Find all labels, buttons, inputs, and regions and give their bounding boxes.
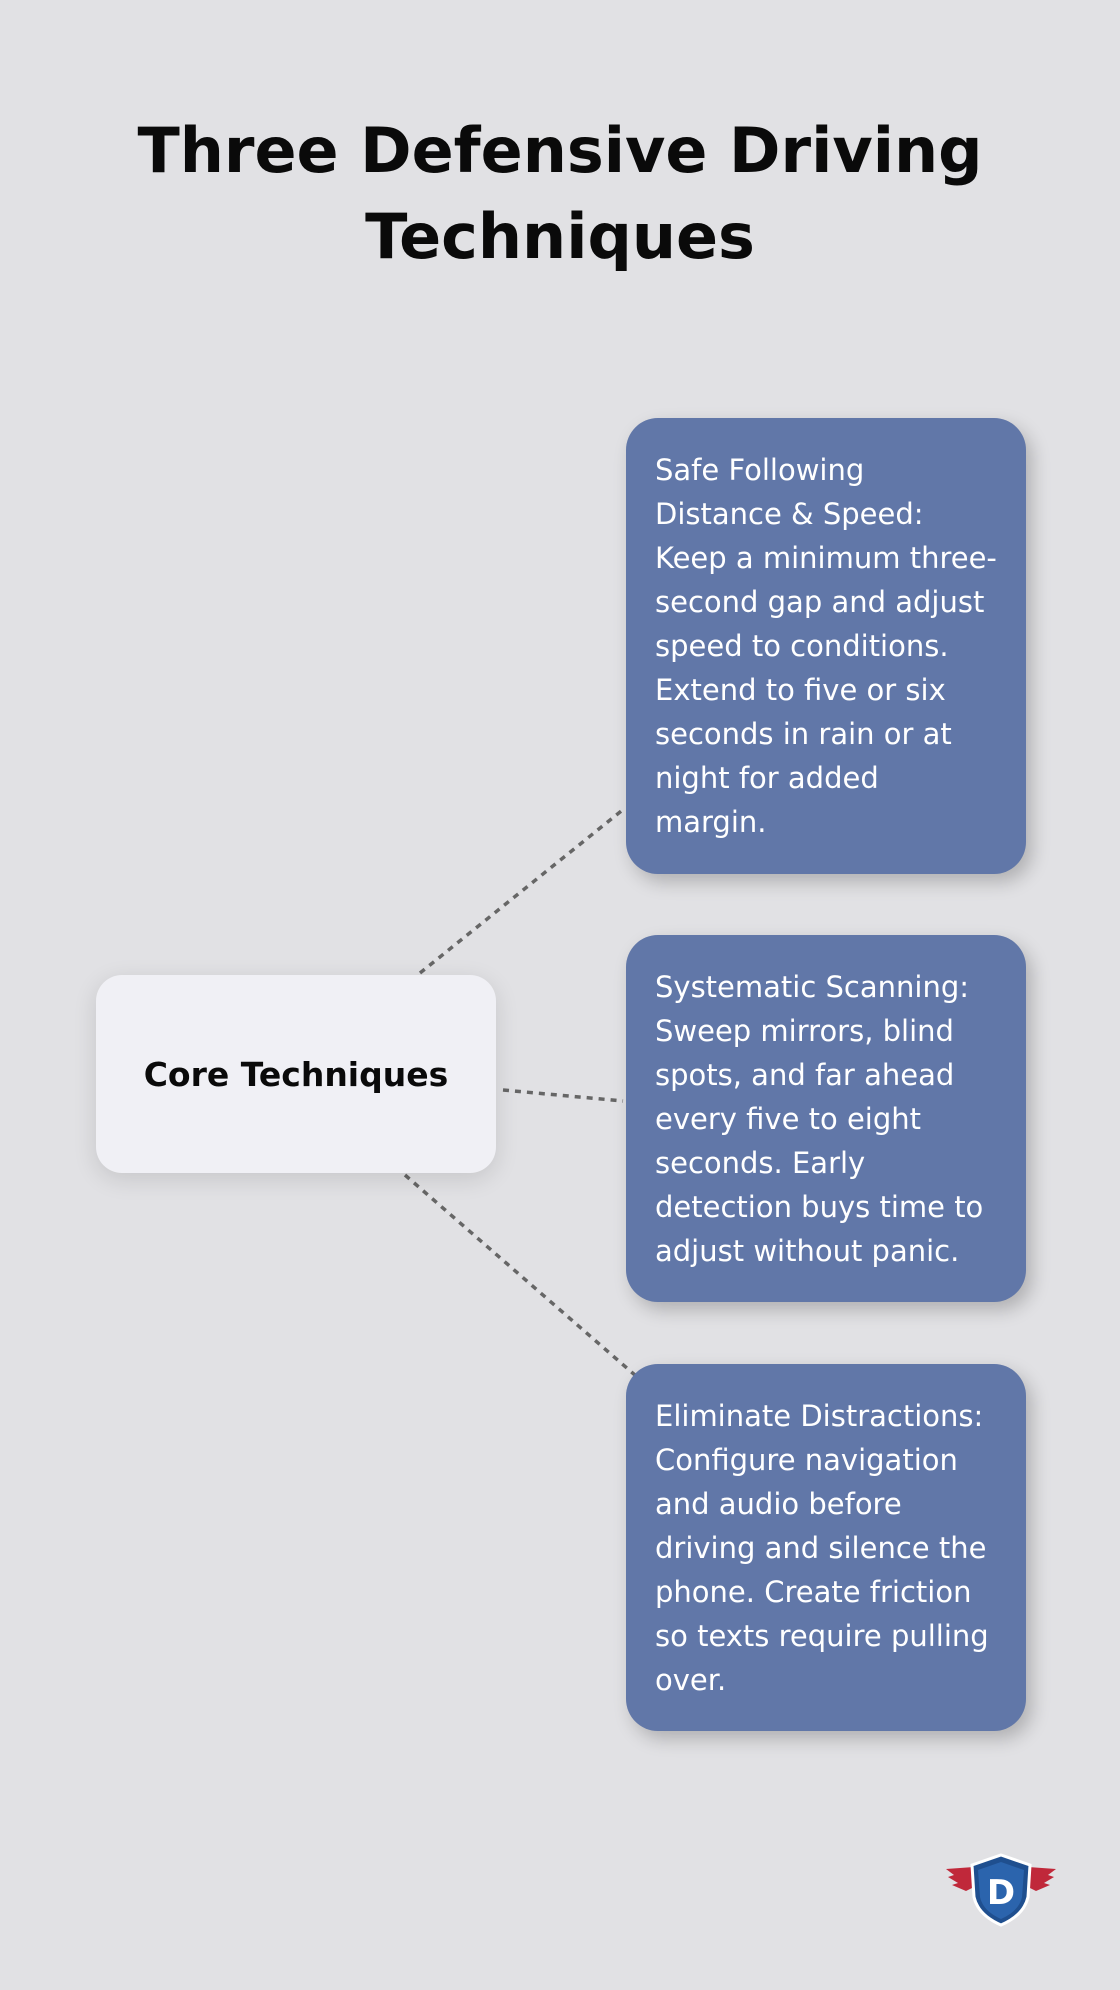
technique-card-distractions [626,1364,1026,1731]
technique-card-text: Eliminate Distractions: Configure navigation and audio before driving and silence the phone. Create friction so texts require pulling over. [655,1399,989,1697]
center-node-label: Core Techniques [143,1054,449,1094]
center-node [96,975,496,1173]
logo-letter: D [986,1873,1016,1913]
technique-card-scanning [626,935,1026,1302]
diagram-title: Three Defensive Driving Techniques [137,114,983,273]
logo-wing-left-icon [946,1867,974,1891]
technique-card-following-distance [626,418,1026,874]
shield-logo [944,1853,1058,1927]
technique-card-text: Systematic Scanning: Sweep mirrors, blind spots, and far ahead every five to eight seconds. Early detection buys time to adjust without panic. [655,970,984,1268]
connector-line-3 [405,1175,636,1376]
technique-card-text: Safe Following Distance & Speed: Keep a minimum three-second gap and adjust speed to conditions. Extend to five or six seconds in rain or at night for added margin. [655,453,997,839]
connector-line-1 [420,808,625,973]
connector-line-2 [503,1090,623,1101]
logo-wing-right-icon [1028,1867,1056,1891]
